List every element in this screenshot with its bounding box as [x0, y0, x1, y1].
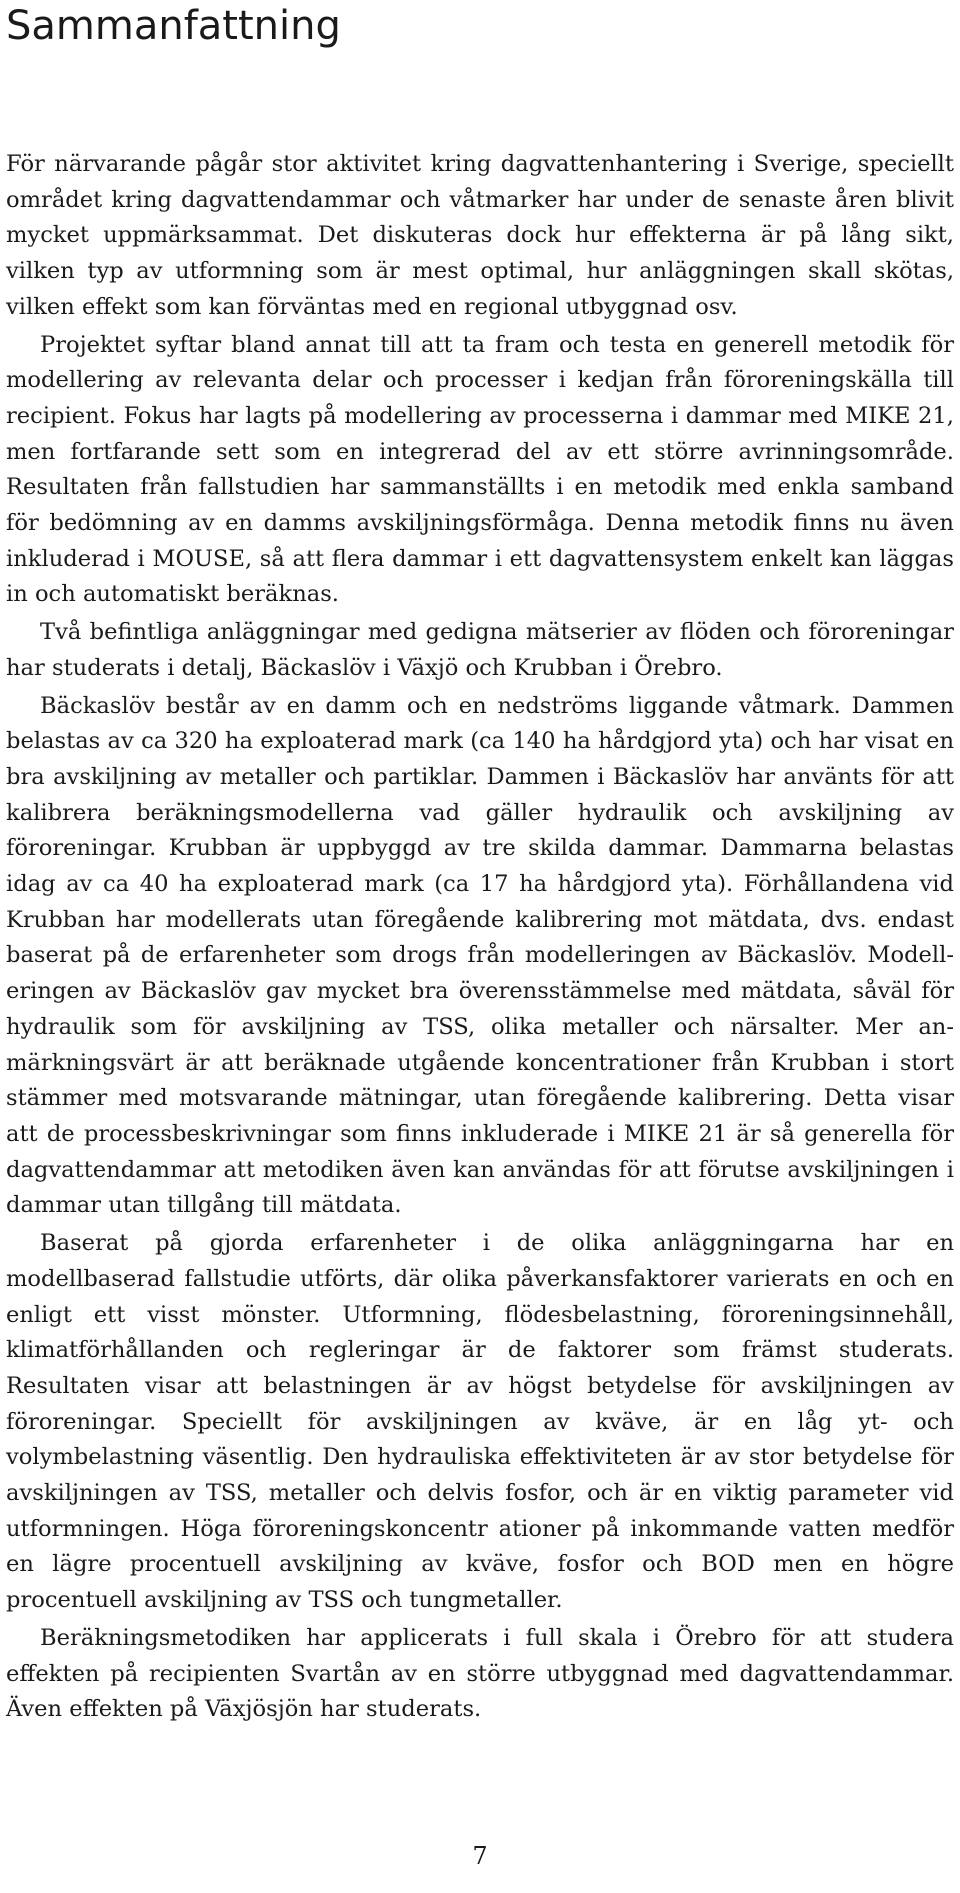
- page-number: 7: [472, 1842, 488, 1870]
- paragraph: För närvarande pågår stor aktivitet kring dagvattenhantering i Sverige, speciellt området kring dagvattendammar och våtmarker har under de senaste åren blivit mycket uppmärksammat. Det diskuteras dock hur effekterna är på lång sikt, vilken typ av utformning som är mest optimal, hur anläggningen skall skötas, vilken effekt som kan förväntas med en regional utbyggnad osv.: [6, 151, 954, 320]
- body-text: [6, 147, 954, 1730]
- paragraph: Bäckaslöv består av en damm och en nedströms liggande våtmark. Dammen belastas av ca 320 ha exploaterad mark (ca 140 ha hårdgjord yta) och har visat en bra avskiljning av metaller och partiklar. Dammen i Bäckaslöv har använts för att kalibrera beräkningsmodellerna vad gäller hydraulik och avskiljning av föroreningar. Krubban är uppbyggd av tre skilda dammar. Dammarna belastas idag av ca 40 ha exploaterad mark (ca 17 ha hårdgjord yta). Förhållandena vid Krubban har modellerats utan föregående kalibrering mot mätdata, dvs. endast baserat på de erfarenheter som drogs från modelleringen av Bäckaslöv. Modelleringen av Bäckaslöv gav mycket bra överensstämmelse med mätdata, såväl för hydraulik som för avskiljning av TSS, olika metaller och närsalter. Mer anmärkningsvärt är att beräknade utgående koncentrationer från Krubban i stort stämmer med motsvarande mätningar, utan föregående kalibrering. Detta visar att de processbeskrivningar som finns inkluderade i MIKE 21 är så generella för dagvattendammar att metodiken även kan användas för att förutse avskiljningen i dammar utan tillgång till mätdata.: [6, 692, 954, 1219]
- paragraph: Två befintliga anläggningar med gedigna mätserier av flöden och föroreningar har studerats i detalj, Bäckaslöv i Växjö och Krubban i Örebro.: [6, 619, 954, 681]
- paragraph: Baserat på gjorda erfarenheter i de olika anläggningarna har en modellbaserad fallstudie utförts, där olika påverkansfaktorer varierats en och en enligt ett visst mönster. Utformning, flödesbelastning, föroreningsinnehåll, klimatförhållanden och regleringar är de faktorer som främst studerats. Resultaten visar att belastningen är av högst betydelse för avskiljningen av föroreningar. Speciellt för avskiljningen av kväve, är en låg yt- och volymbelastning väsentlig. Den hydrauliska effektiviteten är av stor betydelse för avskiljningen av TSS, metaller och delvis fosfor, och är en viktig parameter vid utformningen. Höga föroreningskoncentr ationer på inkommande vatten medför en lägre procentuell avskiljning av kväve, fosfor och BOD men en högre procentuell avskiljning av TSS och tungmetaller.: [6, 1230, 954, 1614]
- paragraph: Beräkningsmetodiken har applicerats i full skala i Örebro för att studera effekten på recipienten Svartån av en större utbyggnad med dagvattendammar. Även effekten på Växjösjön har studerats.: [6, 1624, 954, 1723]
- paragraph: Projektet syftar bland annat till att ta fram och testa en generell metodik för modellering av relevanta delar och processer i kedjan från föroreningskälla till recipient. Fokus har lagts på modellering av processerna i dammar med MIKE 21, men fortfarande sett som en integrerad del av ett större avrinningsområde. Resultaten från fallstudien har sammanställts i en metodik med enkla samband för bedömning av en damms avskiljningsförmåga. Denna metodik finns nu även inkluderad i MOUSE, så att flera dammar i ett dagvattensystem enkelt kan läggas in och automatiskt beräknas.: [6, 331, 954, 608]
- page-title: Sammanfattning: [6, 3, 341, 49]
